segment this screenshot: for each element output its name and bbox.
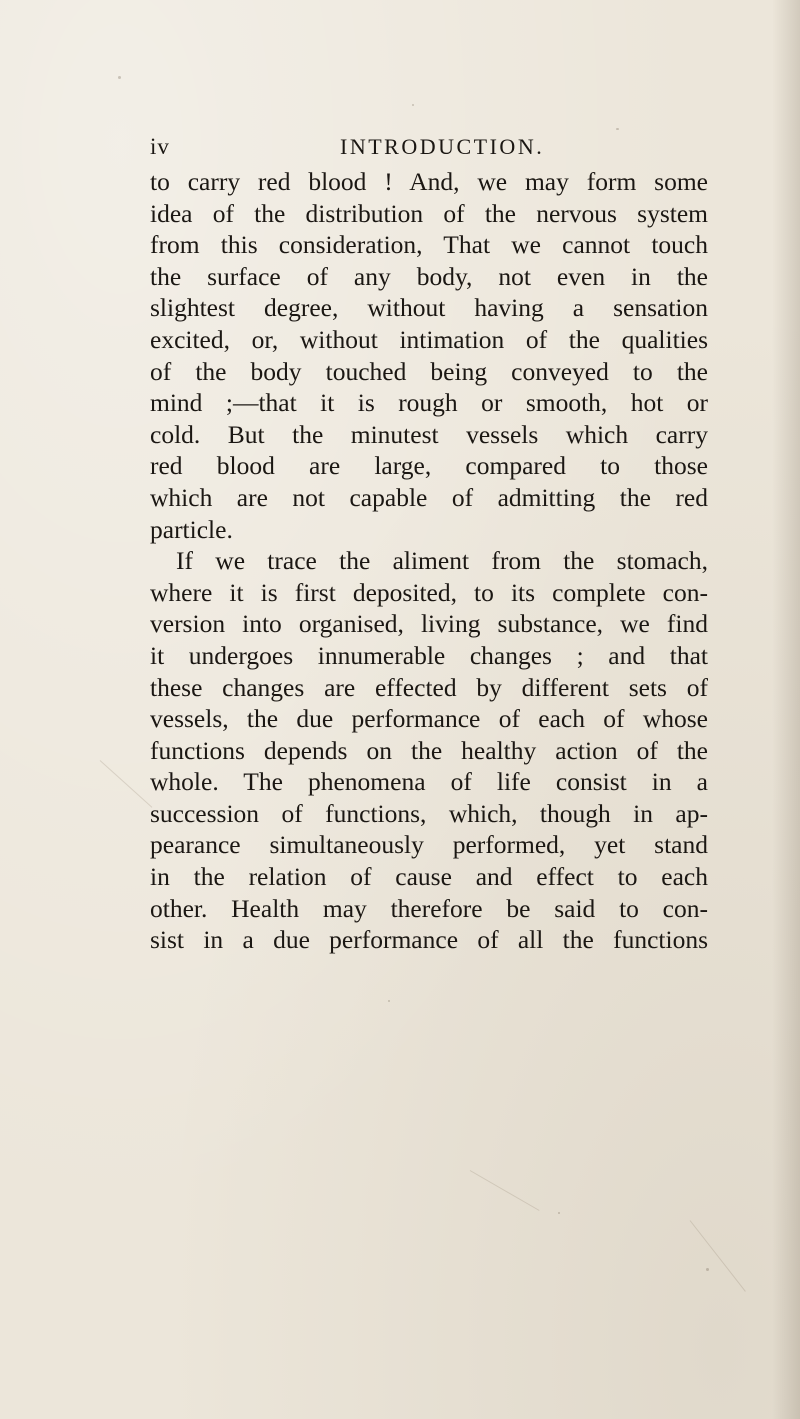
text-line: version into organised, living substance, we find (150, 609, 708, 639)
text-line: functions depends on the healthy action of the (150, 735, 708, 765)
text-line: it undergoes innumerable changes ; and that (150, 640, 708, 670)
text-line: which are not capable of admitting the red (150, 482, 708, 512)
running-head (0, 134, 800, 164)
page-number: iv (150, 134, 170, 159)
text-line: If we trace the aliment from the stomach, (176, 546, 708, 576)
text-line: mind ;—that it is rough or smooth, hot or (150, 388, 708, 418)
paper-speck (388, 1000, 390, 1002)
text-line: cold. But the minutest vessels which carry (150, 419, 708, 449)
text-line: excited, or, without intimation of the qualities (150, 324, 708, 354)
text-line: other. Health may therefore be said to con- (150, 893, 708, 923)
text-line: the surface of any body, not even in the (150, 261, 708, 291)
text-line: red blood are large, compared to those (150, 451, 708, 481)
paper-speck (558, 1212, 560, 1214)
text-line: these changes are effected by different sets of (150, 672, 708, 702)
text-line: vessels, the due performance of each of whose (150, 704, 708, 734)
text-line: from this consideration, That we cannot touch (150, 230, 708, 260)
text-line: to carry red blood ! And, we may form some (150, 167, 708, 196)
paper-crease (100, 760, 153, 808)
text-line: slightest degree, without having a sensation (150, 293, 708, 323)
paper-speck (118, 76, 121, 79)
paper-crease (690, 1220, 746, 1292)
text-line: in the relation of cause and effect to each (150, 862, 708, 892)
text-line: of the body touched being conveyed to the (150, 356, 708, 386)
text-line: where it is first deposited, to its complete con- (150, 577, 708, 607)
paper-speck (616, 128, 619, 130)
running-head-title: INTRODUCTION. (340, 134, 545, 159)
paper-crease (470, 1170, 540, 1211)
text-line: idea of the distribution of the nervous system (150, 198, 708, 228)
text-line: pearance simultaneously performed, yet stand (150, 830, 708, 860)
text-line: sist in a due performance of all the functions (150, 925, 708, 955)
text-line: whole. The phenomena of life consist in a (150, 767, 708, 797)
body-text (150, 166, 708, 956)
page-edge-shadow (772, 0, 800, 1419)
paper-speck (706, 1268, 709, 1271)
text-line: succession of functions, which, though in ap- (150, 798, 708, 828)
text-line: particle. (150, 514, 233, 544)
paper-speck (412, 104, 414, 106)
